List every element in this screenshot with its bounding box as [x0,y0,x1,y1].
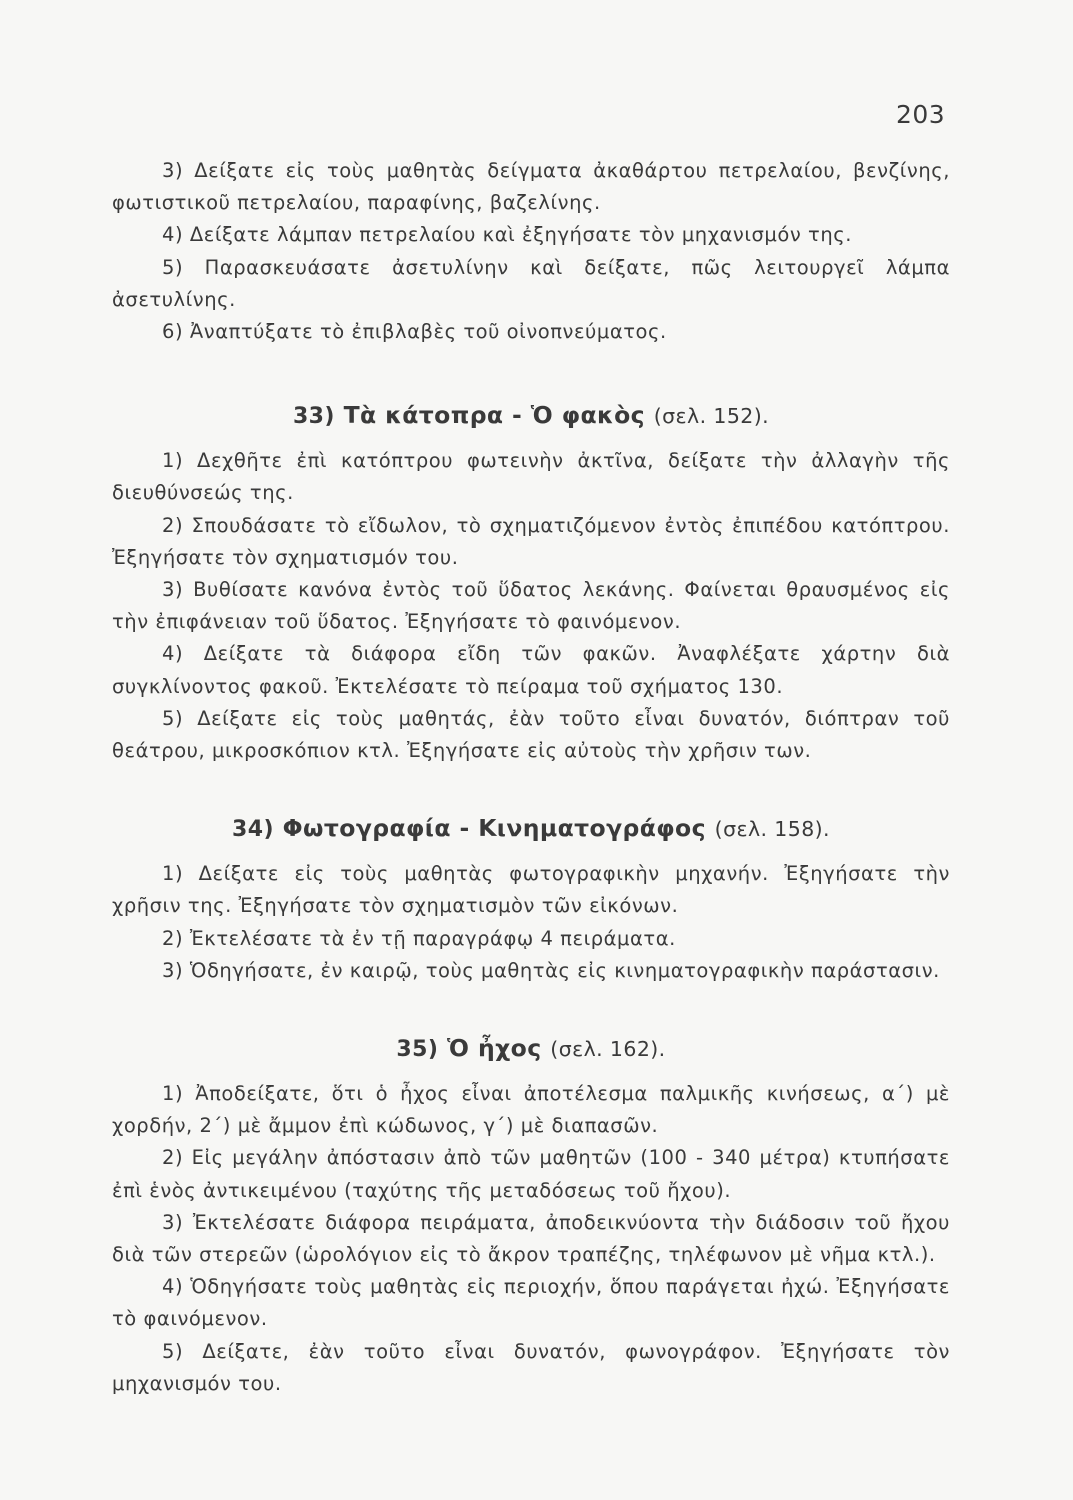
section-item: 1) Δείξατε εἰς τοὺς μαθητὰς φωτογραφικὴν μηχανήν. Ἐξηγήσατε τὴν χρῆσιν της. Ἐξηγήσατε τὸν σχηματισμὸν τῶν εἰκόνων. [112,862,950,918]
intro-item: 4) Δείξατε λάμπαν πετρελαίου καὶ ἐξηγήσατε τὸν μηχανισμόν της. [162,223,852,247]
section-item: 1) Ἀποδείξατε, ὅτι ὁ ἦχος εἶναι ἀποτέλεσμα παλμικῆς κινήσεως, α΄) μὲ χορδήν, 2΄) μὲ ἄμμον ἐπὶ κώδωνος, γ΄) μὲ διαπασῶν. [112,1082,950,1138]
section-page-ref: (σελ. 158). [714,817,830,842]
intro-item: 5) Παρασκευάσατε ἀσετυλίνην καὶ δείξατε, πῶς λειτουργεῖ λάμπα ἀσετυλίνης. [112,255,950,311]
section-heading [112,1031,950,1067]
section-item: 4) Δείξατε τὰ διάφορα εἴδη τῶν φακῶν. Ἀναφλέξατε χάρτην διὰ συγκλίνοντος φακοῦ. Ἐκτελέσατε τὸ πείραμα τοῦ σχήματος 130. [112,642,950,698]
section-item: 5) Δείξατε εἰς τοὺς μαθητάς, ἐὰν τοῦτο εἶναι δυνατόν, διόπτραν τοῦ θεάτρου, μικροσκόπιον κτλ. Ἐξηγήσατε εἰς αὐτοὺς τὴν χρῆσιν των. [112,706,950,763]
section-item: 2) Ἐκτελέσατε τὰ ἐν τῇ παραγράφῳ 4 πειράματα. [162,926,676,950]
page-content [112,155,950,1444]
intro-item: 3) Δείξατε εἰς τοὺς μαθητὰς δείγματα ἀκαθάρτου πετρελαίου, βενζίνης, φωτιστικοῦ πετρελαίου, παραφίνης, βαζελίνης. [112,159,950,215]
section-35-sound [112,1031,950,1400]
section-title: Τὰ κάτοπρα - Ὁ φακὸς [343,401,645,430]
section-page-ref: (σελ. 152). [653,404,770,429]
section-number: 35) [396,1037,439,1063]
section-title: Ὁ ἦχος [447,1034,542,1063]
section-item: 5) Δείξατε, ἐὰν τοῦτο εἶναι δυνατόν, φωνογράφον. Ἐξηγήσατε τὸν μηχανισμόν του. [112,1339,950,1395]
section-item: 3) Ὁδηγήσατε, ἐν καιρῷ, τοὺς μαθητὰς εἰς κινηματογραφικὴν παράστασιν. [162,958,940,982]
section-heading [112,398,950,434]
page-number: 203 [896,100,946,129]
section-heading [112,811,950,847]
intro-item: 6) Ἀναπτύξατε τὸ ἐπιβλαβὲς τοῦ οἰνοπνεύματος. [162,320,667,344]
section-item: 3) Ἐκτελέσατε διάφορα πειράματα, ἀποδεικνύοντα τὴν διάδοσιν τοῦ ἤχου διὰ τῶν στερεῶν (ὡρολόγιον εἰς τὸ ἄκρον τραπέζης, τηλέφωνον μὲ νῆμα κτλ.). [112,1210,950,1267]
section-title: Φωτογραφία - Κινηματογράφος [282,814,706,843]
section-34-photography-cinema [112,811,950,987]
section-item: 4) Ὁδηγήσατε τοὺς μαθητὰς εἰς περιοχήν, ὅπου παράγεται ἠχώ. Ἐξηγήσατε τὸ φαινόμενον. [112,1275,950,1331]
section-number: 33) [292,404,335,430]
section-33-mirrors-lens [112,398,950,767]
section-item: 2) Σπουδάσατε τὸ εἴδωλον, τὸ σχηματιζόμενον ἐντὸς ἐπιπέδου κατόπτρου. Ἐξηγήσατε τὸν σχηματισμόν του. [112,513,950,569]
section-item: 2) Εἰς μεγάλην ἀπόστασιν ἀπὸ τῶν μαθητῶν (100 - 340 μέτρα) κτυπήσατε ἐπὶ ἑνὸς ἀντικειμένου (ταχύτης τῆς μεταδόσεως τοῦ ἤχου). [112,1146,950,1202]
section-number: 34) [232,817,274,843]
intro-list [112,155,950,348]
section-item: 1) Δεχθῆτε ἐπὶ κατόπτρου φωτεινὴν ἀκτῖνα, δείξατε τὴν ἀλλαγὴν τῆς διευθύνσεώς της. [112,449,950,505]
section-page-ref: (σελ. 162). [550,1037,666,1062]
section-item: 3) Βυθίσατε κανόνα ἐντὸς τοῦ ὕδατος λεκάνης. Φαίνεται θραυσμένος εἰς τὴν ἐπιφάνειαν τοῦ ὕδατος. Ἐξηγήσατε τὸ φαινόμενον. [112,578,950,634]
